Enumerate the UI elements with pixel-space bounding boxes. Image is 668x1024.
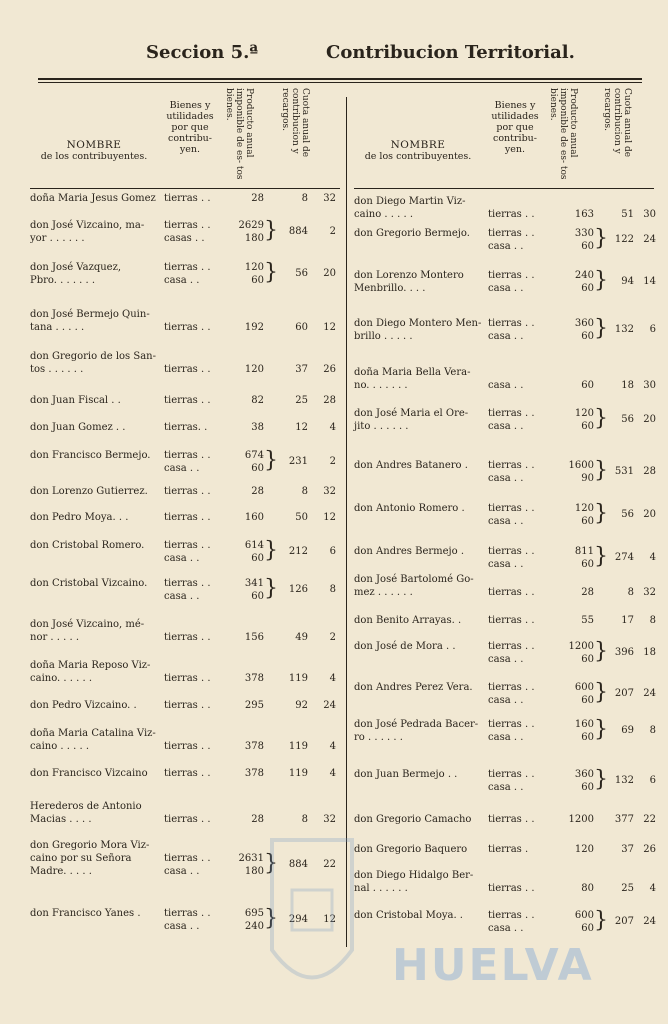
property-type: tierras . . casa . . [488,641,535,665]
brace-icon: } [264,260,278,285]
annual-product: 28 [581,587,594,598]
contributor-name: don José Bermejo Quin- tana . . . . . [30,309,150,333]
quota-maravedis: 18 [643,647,656,658]
property-type: tierras . . [488,615,535,626]
quota-reales: 25 [295,395,308,406]
property-type: tierras . . [164,768,211,779]
quota-reales: 56 [621,414,634,425]
annual-product: 600 60 [574,910,594,934]
contributor-name: don Francisco Yanes . [30,908,141,919]
property-type: tierras . . [164,700,211,711]
quota-reales: 51 [621,209,634,220]
property-type: tierras . . [164,512,211,523]
property-type: tierras . . casa . . [488,408,535,432]
quota-maravedis: 32 [323,814,336,825]
section-title: Seccion 5.ª [146,42,259,63]
quota-maravedis: 32 [323,486,336,497]
quota-reales: 294 [288,914,308,925]
quota-reales: 119 [288,673,308,684]
contributor-name: doña Maria Jesus Gomez [30,193,156,204]
quota-maravedis: 4 [649,552,656,563]
right-table [354,84,656,934]
annual-product: 160 [244,512,264,523]
quota-maravedis: 4 [329,768,336,779]
property-type: tierras . . casa . . [488,910,535,934]
header-rule-thin [38,82,642,83]
quota-maravedis: 24 [643,688,656,699]
brace-icon: } [594,316,608,341]
quota-reales: 94 [621,276,634,287]
brace-icon: } [594,406,608,431]
quota-maravedis: 6 [649,775,656,786]
brace-icon: } [594,717,608,742]
annual-product: 695 240 [244,908,264,932]
annual-product: 28 [251,814,264,825]
contributor-name: Herederos de Antonio Macias . . . . [30,801,142,825]
annual-product: 120 [574,844,594,855]
property-type: tierras . . casa . . [488,503,535,527]
contributor-name: don Diego Hidalgo Ber- nal . . . . . . [354,870,474,894]
annual-product: 614 60 [244,540,264,564]
column-divider [346,97,347,947]
brace-icon: } [264,851,278,876]
annual-product: 1200 60 [568,641,594,665]
contributor-name: don Andres Perez Vera. [354,682,473,693]
header-cuota: Cuota anual de contribucion y recargos. [602,88,632,158]
brace-icon: } [594,908,608,933]
quota-maravedis: 22 [323,859,336,870]
annual-product: 330 60 [574,228,594,252]
quota-reales: 56 [621,509,634,520]
contributor-name: don Cristobal Moya. . [354,910,463,921]
annual-product: 38 [251,422,264,433]
quota-reales: 8 [627,587,634,598]
quota-reales: 17 [621,615,634,626]
annual-product: 28 [251,193,264,204]
quota-maravedis: 22 [643,814,656,825]
property-type: tierras . . [164,632,211,643]
quota-maravedis: 20 [643,509,656,520]
contributor-name: don Lorenzo Gutierrez. [30,486,148,497]
quota-reales: 8 [301,193,308,204]
annual-product: 192 [244,322,264,333]
quota-reales: 12 [295,422,308,433]
property-type: tierras . . [164,193,211,204]
quota-maravedis: 2 [329,632,336,643]
quota-reales: 25 [621,883,634,894]
property-type: tierras . . [164,741,211,752]
contributor-name: don José Vizcaino, mé- nor . . . . . [30,619,145,643]
contributor-name: don José Bartolomé Go- mez . . . . . . [354,574,474,598]
property-type: tierras . . casa . . [164,450,211,474]
annual-product: 341 60 [244,578,264,602]
property-type: tierras . . casa . . [488,228,535,252]
property-type: tierras. . [164,422,208,433]
brace-icon: } [264,448,278,473]
property-type: tierras . . casa . . [488,270,535,294]
quota-reales: 122 [614,234,634,245]
quota-maravedis: 24 [323,700,336,711]
header-bienes: Bienes y utilidades por que contribu- yen. [491,100,539,155]
quota-maravedis: 2 [329,226,336,237]
header-bienes: Bienes y utilidades por que contribu- yen. [166,100,214,155]
property-type: tierras . . [164,814,211,825]
annual-product: 378 [244,741,264,752]
contributor-name: don José Vizcaino, ma- yor . . . . . . [30,220,145,244]
annual-product: 1200 [568,814,594,825]
annual-product: 674 60 [244,450,264,474]
quota-reales: 884 [288,859,308,870]
page-header [0,40,668,70]
contributor-name: don Pedro Vizcaino. . [30,700,137,711]
quota-reales: 37 [621,844,634,855]
header-producto: Producto anual imponible de es- tos bienes. [224,88,254,180]
quota-maravedis: 30 [643,209,656,220]
annual-product: 2629 180 [238,220,264,244]
contributor-name: don Pedro Moya. . . [30,512,129,523]
archive-stamp-icon [262,830,362,1010]
contributor-name: don Francisco Bermejo. [30,450,151,461]
header-rule [38,78,642,80]
brace-icon: } [594,680,608,705]
quota-reales: 119 [288,741,308,752]
quota-reales: 884 [288,226,308,237]
brace-icon: } [594,544,608,569]
quota-reales: 50 [295,512,308,523]
brace-icon: } [264,576,278,601]
quota-maravedis: 12 [323,322,336,333]
quota-reales: 37 [295,364,308,375]
quota-maravedis: 28 [323,395,336,406]
left-table [30,84,340,932]
annual-product: 240 60 [574,270,594,294]
quota-maravedis: 4 [649,883,656,894]
property-type: tierras . . casa . . [488,546,535,570]
contributor-name: don José Vazquez, Pbro. . . . . . . [30,262,122,286]
annual-product: 120 60 [574,408,594,432]
quota-reales: 69 [621,725,634,736]
property-type: tierras . . [488,209,535,220]
quota-reales: 60 [295,322,308,333]
annual-product: 1600 90 [568,460,594,484]
contributor-name: don Gregorio Bermejo. [354,228,470,239]
contributor-name: don Benito Arrayas. . [354,615,462,626]
header-nombre: NOMBRE de los contribuyentes. [40,139,148,162]
page-heading: Contribucion Territorial. [326,42,575,63]
annual-product: 600 60 [574,682,594,706]
contributor-name: don José de Mora . . [354,641,456,652]
quota-reales: 396 [614,647,634,658]
annual-product: 295 [244,700,264,711]
contributor-name: don Juan Bermejo . . [354,769,458,780]
quota-maravedis: 20 [323,268,336,279]
quota-maravedis: 8 [649,725,656,736]
property-type: tierras . . casa . . [488,769,535,793]
property-type: tierras . . casa . . [164,908,211,932]
contributor-name: don Gregorio Mora Viz- caino por su Señora Madre. . . . . [30,840,150,877]
brace-icon: } [594,226,608,251]
quota-maravedis: 4 [329,422,336,433]
quota-maravedis: 32 [323,193,336,204]
property-type: tierras . . casa . . [488,682,535,706]
annual-product: 811 60 [574,546,594,570]
right-table-header [354,84,654,189]
left-table-header [30,84,340,189]
quota-maravedis: 6 [649,324,656,335]
property-type: casa . . [488,380,524,391]
quota-reales: 207 [614,688,634,699]
brace-icon: } [594,767,608,792]
property-type: tierras . . casas . . [164,220,211,244]
quota-reales: 531 [614,466,634,477]
contributor-name: don Antonio Romero . [354,503,465,514]
quota-maravedis: 20 [643,414,656,425]
annual-product: 156 [244,632,264,643]
property-type: tierras . . casa . . [488,719,535,743]
annual-product: 2631 180 [238,853,264,877]
quota-reales: 132 [614,775,634,786]
brace-icon: } [594,639,608,664]
property-type: tierras . . [164,322,211,333]
quota-maravedis: 30 [643,380,656,391]
contributor-name: don Diego Martin Viz- caino . . . . . [354,196,466,220]
contributor-name: don Lorenzo Montero Menbrillo. . . . [354,270,464,294]
annual-product: 360 60 [574,318,594,342]
contributor-name: don Cristobal Vizcaino. [30,578,148,589]
quota-reales: 274 [614,552,634,563]
annual-product: 160 60 [574,719,594,743]
quota-maravedis: 32 [643,587,656,598]
property-type: tierras . . [488,883,535,894]
watermark-text: HUELVA [392,940,594,991]
quota-reales: 8 [301,814,308,825]
quota-maravedis: 2 [329,456,336,467]
annual-product: 378 [244,768,264,779]
quota-maravedis: 24 [643,234,656,245]
brace-icon: } [264,906,278,931]
contributor-name: don Juan Gomez . . [30,422,126,433]
quota-reales: 207 [614,916,634,927]
property-type: tierras . . casa . . [164,578,211,602]
contributor-name: don Gregorio Baquero [354,844,468,855]
annual-product: 360 60 [574,769,594,793]
quota-maravedis: 8 [329,584,336,595]
property-type: tierras . . [488,587,535,598]
brace-icon: } [594,458,608,483]
quota-reales: 92 [295,700,308,711]
header-producto: Producto anual imponible de es- tos bienes. [548,88,578,180]
contributor-name: don Juan Fiscal . . [30,395,121,406]
quota-maravedis: 26 [643,844,656,855]
annual-product: 28 [251,486,264,497]
quota-reales: 377 [614,814,634,825]
quota-maravedis: 28 [643,466,656,477]
property-type: tierras . [488,844,529,855]
property-type: tierras . . casa . . [488,460,535,484]
property-type: tierras . . casa . . [164,540,211,564]
brace-icon: } [264,218,278,243]
contributor-name: don José Pedrada Bacer- ro . . . . . . [354,719,479,743]
annual-product: 120 [244,364,264,375]
quota-maravedis: 4 [329,673,336,684]
property-type: tierras . . [488,814,535,825]
contributor-name: don Gregorio Camacho [354,814,472,825]
contributor-name: don Francisco Vizcaino [30,768,148,779]
property-type: tierras . . casa . . [164,853,211,877]
header-nombre: NOMBRE de los contribuyentes. [364,139,472,162]
quota-reales: 212 [288,546,308,557]
contributor-name: don José Maria el Ore- jito . . . . . . [354,408,469,432]
property-type: tierras . . [164,395,211,406]
annual-product: 82 [251,395,264,406]
quota-maravedis: 4 [329,741,336,752]
quota-reales: 231 [288,456,308,467]
quota-reales: 132 [614,324,634,335]
quota-maravedis: 6 [329,546,336,557]
contributor-name: don Andres Bermejo . [354,546,465,557]
contributor-name: don Cristobal Romero. [30,540,145,551]
annual-product: 163 [574,209,594,220]
quota-reales: 18 [621,380,634,391]
annual-product: 55 [581,615,594,626]
brace-icon: } [264,538,278,563]
annual-product: 120 60 [244,262,264,286]
quota-maravedis: 12 [323,914,336,925]
quota-maravedis: 8 [649,615,656,626]
quota-maravedis: 14 [643,276,656,287]
quota-reales: 126 [288,584,308,595]
contributor-name: don Gregorio de los San- tos . . . . . . [30,351,156,375]
header-cuota: Cuota anual de contribucion y recargos. [280,88,310,158]
quota-maravedis: 12 [323,512,336,523]
contributor-name: don Diego Montero Men- brillo . . . . . [354,318,482,342]
annual-product: 378 [244,673,264,684]
quota-maravedis: 24 [643,916,656,927]
property-type: tierras . . casa . . [488,318,535,342]
property-type: tierras . . casa . . [164,262,211,286]
contributor-name: doña Maria Catalina Viz- caino . . . . . [30,728,156,752]
brace-icon: } [594,268,608,293]
quota-reales: 49 [295,632,308,643]
brace-icon: } [594,501,608,526]
quota-maravedis: 26 [323,364,336,375]
contributor-name: doña Maria Reposo Viz- caino. . . . . . [30,660,151,684]
quota-reales: 8 [301,486,308,497]
contributor-name: don Andres Batanero . [354,460,468,471]
annual-product: 120 60 [574,503,594,527]
annual-product: 60 [581,380,594,391]
quota-reales: 119 [288,768,308,779]
contributor-name: doña Maria Bella Vera- no. . . . . . . [354,367,471,391]
annual-product: 80 [581,883,594,894]
property-type: tierras . . [164,673,211,684]
property-type: tierras . . [164,486,211,497]
quota-reales: 56 [295,268,308,279]
property-type: tierras . . [164,364,211,375]
